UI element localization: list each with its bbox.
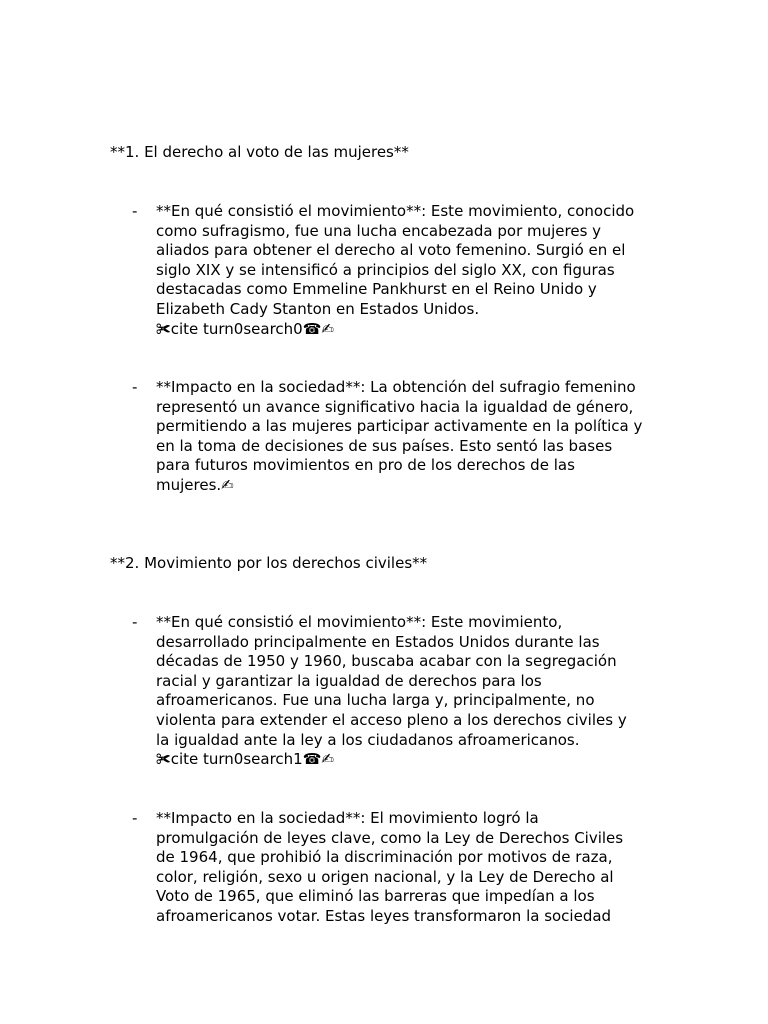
paragraph-line: permitiendo a las mujeres participar activamente en la política y (156, 417, 643, 436)
paragraph-line: siglo XIX y se intensificó a principios del siglo XX, con figuras (156, 260, 615, 279)
section-1-heading: **1. El derecho al voto de las mujeres** (110, 143, 409, 161)
citation-marker: ✀cite turn0search1☎✍ (156, 750, 334, 769)
citation-marker: ✀cite turn0search0☎✍ (156, 319, 334, 338)
paragraph-line: **En qué consistió el movimiento**: Este movimiento, conocido (156, 202, 635, 220)
paragraph-line: en la toma de decisiones de sus países. Esto sentó las bases (156, 436, 613, 455)
paragraph-line: la igualdad ante la ley a los ciudadanos afroamericanos. (156, 730, 580, 749)
paragraph-line: afroamericanos. Fue una lucha larga y, principalmente, no (156, 691, 595, 710)
paragraph-line: aliados para obtener el derecho al voto femenino. Surgió en el (156, 241, 626, 260)
paragraph-line: **Impacto en la sociedad**: La obtención del sufragio femenino (156, 378, 636, 396)
section-2-heading: **2. Movimiento por los derechos civiles** (110, 554, 428, 572)
paragraph-line: **Impacto en la sociedad**: El movimiento logró la (156, 809, 539, 827)
paragraph-line: promulgación de leyes clave, como la Ley de Derechos Civiles (156, 828, 624, 847)
paragraph-line: representó un avance significativo hacia la igualdad de género, (156, 397, 634, 416)
bullet-dash: - (132, 202, 138, 220)
bullet-dash: - (132, 809, 138, 827)
paragraph-line: desarrollado principalmente en Estados Unidos durante las (156, 632, 600, 651)
paragraph-line: como sufragismo, fue una lucha encabezada por mujeres y (156, 221, 602, 240)
bullet-dash: - (132, 378, 138, 396)
paragraph-line: Voto de 1965, que eliminó las barreras que impedían a los (156, 887, 595, 906)
paragraph-line: violenta para extender el acceso pleno a los derechos civiles y (156, 710, 627, 729)
paragraph-line: para futuros movimientos en pro de los derechos de las (156, 456, 575, 475)
bullet-dash: - (132, 613, 138, 631)
paragraph-line: mujeres.✍ (156, 475, 234, 494)
item-paragraph (156, 809, 662, 927)
paragraph-line: **En qué consistió el movimiento**: Este movimiento, (156, 613, 563, 631)
paragraph-line: afroamericanos votar. Estas leyes transformaron la sociedad (156, 906, 612, 925)
paragraph-line: Elizabeth Cady Stanton en Estados Unidos. (156, 299, 480, 318)
paragraph-line: de 1964, que prohibió la discriminación por motivos de raza, (156, 848, 613, 867)
item-paragraph (156, 202, 662, 339)
paragraph-line: racial y garantizar la igualdad de derechos para los (156, 671, 542, 690)
paragraph-line: destacadas como Emmeline Pankhurst en el Reino Unido y (156, 280, 597, 299)
paragraph-line: color, religión, sexo u origen nacional, y la Ley de Derecho al (156, 867, 614, 886)
item-paragraph (156, 613, 662, 770)
item-paragraph (156, 378, 662, 496)
paragraph-line: décadas de 1950 y 1960, buscaba acabar con la segregación (156, 652, 617, 671)
